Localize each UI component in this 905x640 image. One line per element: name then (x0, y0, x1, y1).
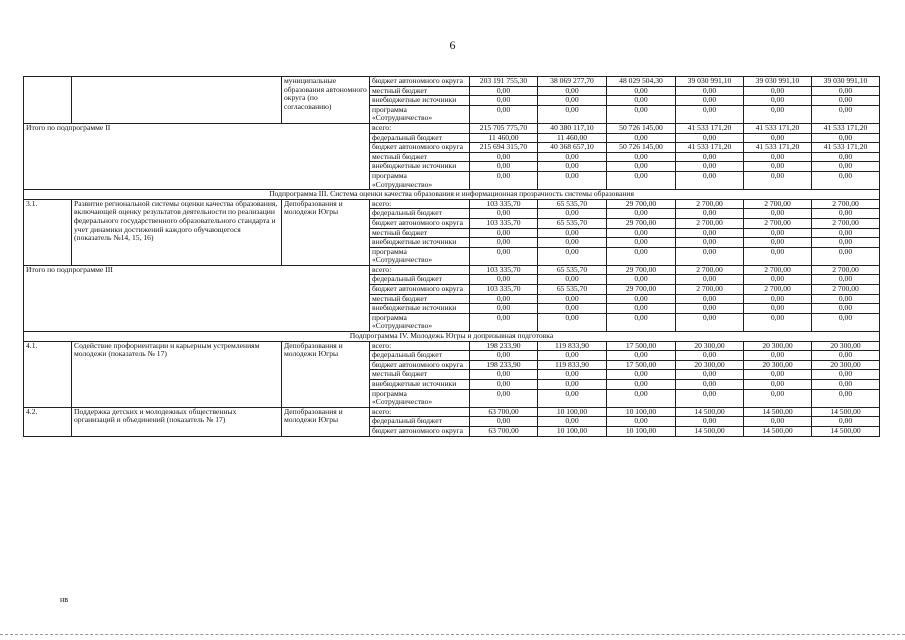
amount-cell: 41 533 171,20 (744, 123, 812, 133)
amount-cell: 0,00 (744, 247, 812, 265)
amount-cell: 0,00 (676, 294, 744, 304)
item-description (72, 77, 282, 124)
amount-cell: 39 030 991,10 (812, 77, 880, 87)
amount-cell: 39 030 991,10 (744, 77, 812, 87)
amount-cell: 0,00 (744, 228, 812, 238)
subprogram-heading: Подпрограмма IV. Молодежь Югры и допризывная подготовка (24, 332, 880, 342)
amount-cell: 0,00 (607, 209, 676, 219)
amount-cell: 0,00 (607, 96, 676, 106)
amount-cell: 0,00 (607, 380, 676, 390)
amount-cell: 0,00 (607, 313, 676, 331)
funding-source: всего: (370, 199, 470, 209)
amount-cell: 50 726 145,00 (607, 123, 676, 133)
amount-cell: 0,00 (676, 238, 744, 248)
amount-cell: 0,00 (538, 380, 607, 390)
amount-cell: 0,00 (607, 294, 676, 304)
amount-cell: 10 100,00 (607, 407, 676, 417)
amount-cell: 0,00 (607, 370, 676, 380)
amount-cell: 0,00 (744, 304, 812, 314)
amount-cell: 0,00 (470, 313, 538, 331)
amount-cell: 0,00 (744, 389, 812, 407)
amount-cell: 41 533 171,20 (676, 143, 744, 153)
amount-cell: 0,00 (676, 417, 744, 427)
amount-cell: 48 029 504,30 (607, 77, 676, 87)
amount-cell: 0,00 (470, 304, 538, 314)
subprogram-heading-row (24, 190, 880, 200)
amount-cell: 0,00 (744, 351, 812, 361)
amount-cell: 65 535,70 (538, 218, 607, 228)
amount-cell: 0,00 (470, 105, 538, 123)
amount-cell: 0,00 (538, 294, 607, 304)
funding-source: федеральный бюджет (370, 275, 470, 285)
amount-cell: 2 700,00 (812, 285, 880, 295)
amount-cell: 0,00 (676, 86, 744, 96)
amount-cell: 0,00 (538, 228, 607, 238)
amount-cell: 119 833,90 (538, 341, 607, 351)
amount-cell: 0,00 (744, 313, 812, 331)
table-row (24, 407, 880, 417)
amount-cell: 0,00 (744, 133, 812, 143)
amount-cell: 29 700,00 (607, 265, 676, 275)
amount-cell: 0,00 (812, 247, 880, 265)
amount-cell: 2 700,00 (744, 218, 812, 228)
amount-cell: 0,00 (538, 247, 607, 265)
funding-source: всего: (370, 407, 470, 417)
amount-cell: 0,00 (812, 294, 880, 304)
amount-cell: 0,00 (470, 380, 538, 390)
amount-cell: 20 300,00 (812, 341, 880, 351)
subprogram-heading-row (24, 332, 880, 342)
amount-cell: 0,00 (538, 304, 607, 314)
amount-cell: 11 460,00 (538, 133, 607, 143)
amount-cell: 0,00 (470, 294, 538, 304)
amount-cell: 0,00 (470, 275, 538, 285)
amount-cell: 17 500,00 (607, 341, 676, 351)
amount-cell: 0,00 (538, 96, 607, 106)
amount-cell: 0,00 (676, 105, 744, 123)
amount-cell: 0,00 (470, 351, 538, 361)
funding-source: программа «Сотрудничество» (370, 313, 470, 331)
amount-cell: 0,00 (744, 370, 812, 380)
amount-cell: 0,00 (812, 171, 880, 189)
funding-source: программа «Сотрудничество» (370, 247, 470, 265)
amount-cell: 0,00 (676, 389, 744, 407)
amount-cell: 0,00 (744, 105, 812, 123)
amount-cell: 0,00 (607, 351, 676, 361)
page-number: 6 (449, 38, 456, 52)
funding-source: внебюджетные источники (370, 304, 470, 314)
item-description: Поддержка детских и молодежных общественных организаций и объединений (показатель № 17) (72, 407, 282, 436)
amount-cell: 0,00 (744, 209, 812, 219)
funding-source: федеральный бюджет (370, 351, 470, 361)
subtotal-label: Итого по подпрограмме III (24, 265, 370, 331)
amount-cell: 0,00 (744, 162, 812, 172)
amount-cell: 20 300,00 (676, 341, 744, 351)
funding-source: всего: (370, 265, 470, 275)
amount-cell: 0,00 (812, 380, 880, 390)
funding-source: всего: (370, 123, 470, 133)
item-number (24, 77, 72, 124)
table-row (24, 341, 880, 351)
amount-cell: 65 535,70 (538, 285, 607, 295)
amount-cell: 0,00 (812, 162, 880, 172)
amount-cell: 0,00 (538, 389, 607, 407)
table-row (24, 199, 880, 209)
amount-cell: 39 030 991,10 (676, 77, 744, 87)
amount-cell: 0,00 (676, 228, 744, 238)
amount-cell: 11 460,00 (470, 133, 538, 143)
amount-cell: 0,00 (470, 152, 538, 162)
amount-cell: 0,00 (607, 152, 676, 162)
item-description: Развитие региональной системы оценки качества образования, включающей оценку результатов деятельности по реализации федерального государственного образовательного стандарта и учет динамики достижений каждого обучающегося (показатель №14, 15, 16) (72, 199, 282, 265)
amount-cell: 0,00 (538, 162, 607, 172)
funding-source: внебюджетные источники (370, 162, 470, 172)
amount-cell: 0,00 (676, 304, 744, 314)
amount-cell: 0,00 (607, 162, 676, 172)
amount-cell: 0,00 (538, 152, 607, 162)
amount-cell: 0,00 (812, 86, 880, 96)
table-row (24, 77, 880, 87)
amount-cell: 0,00 (812, 105, 880, 123)
funding-source: местный бюджет (370, 152, 470, 162)
footer-note: нв (60, 595, 69, 604)
amount-cell: 0,00 (812, 209, 880, 219)
amount-cell: 103 335,70 (470, 199, 538, 209)
subtotal-label: Итого по подпрограмме II (24, 123, 370, 189)
amount-cell: 0,00 (744, 380, 812, 390)
funding-source: бюджет автономного округа (370, 360, 470, 370)
amount-cell: 0,00 (676, 313, 744, 331)
amount-cell: 29 700,00 (607, 218, 676, 228)
amount-cell: 0,00 (676, 247, 744, 265)
amount-cell: 0,00 (676, 162, 744, 172)
amount-cell: 215 694 315,70 (470, 143, 538, 153)
amount-cell: 0,00 (676, 275, 744, 285)
amount-cell: 0,00 (812, 304, 880, 314)
amount-cell: 0,00 (470, 96, 538, 106)
amount-cell: 0,00 (470, 171, 538, 189)
funding-source: бюджет автономного округа (370, 77, 470, 87)
amount-cell: 41 533 171,20 (812, 143, 880, 153)
amount-cell: 14 500,00 (676, 426, 744, 436)
amount-cell: 20 300,00 (676, 360, 744, 370)
amount-cell: 2 700,00 (676, 199, 744, 209)
funding-source: бюджет автономного округа (370, 285, 470, 295)
amount-cell: 0,00 (607, 171, 676, 189)
amount-cell: 0,00 (744, 96, 812, 106)
page-edge-line (0, 634, 905, 635)
amount-cell: 0,00 (607, 247, 676, 265)
amount-cell: 0,00 (538, 209, 607, 219)
amount-cell: 0,00 (744, 238, 812, 248)
amount-cell: 0,00 (744, 86, 812, 96)
amount-cell: 41 533 171,20 (676, 123, 744, 133)
amount-cell: 0,00 (607, 304, 676, 314)
amount-cell: 0,00 (607, 228, 676, 238)
funding-source: программа «Сотрудничество» (370, 105, 470, 123)
amount-cell: 0,00 (812, 370, 880, 380)
amount-cell: 119 833,90 (538, 360, 607, 370)
amount-cell: 0,00 (744, 417, 812, 427)
funding-source: бюджет автономного округа (370, 218, 470, 228)
amount-cell: 0,00 (676, 209, 744, 219)
amount-cell: 0,00 (470, 389, 538, 407)
item-description: Содействие профориентации и карьерным устремлениям молодежи (показатель № 17) (72, 341, 282, 407)
budget-table (23, 76, 880, 437)
amount-cell: 14 500,00 (744, 426, 812, 436)
amount-cell: 29 700,00 (607, 199, 676, 209)
amount-cell: 0,00 (470, 86, 538, 96)
amount-cell: 10 100,00 (538, 426, 607, 436)
funding-source: бюджет автономного округа (370, 426, 470, 436)
table-row (24, 265, 880, 275)
amount-cell: 198 233,90 (470, 341, 538, 351)
funding-source: федеральный бюджет (370, 417, 470, 427)
funding-source: федеральный бюджет (370, 209, 470, 219)
amount-cell: 0,00 (470, 238, 538, 248)
amount-cell: 0,00 (812, 96, 880, 106)
amount-cell: 20 300,00 (744, 360, 812, 370)
funding-source: местный бюджет (370, 294, 470, 304)
amount-cell: 0,00 (538, 313, 607, 331)
amount-cell: 0,00 (744, 294, 812, 304)
amount-cell: 2 700,00 (676, 265, 744, 275)
amount-cell: 0,00 (538, 370, 607, 380)
amount-cell: 215 705 775,70 (470, 123, 538, 133)
amount-cell: 2 700,00 (812, 265, 880, 275)
amount-cell: 0,00 (607, 86, 676, 96)
amount-cell: 0,00 (470, 209, 538, 219)
amount-cell: 17 500,00 (607, 360, 676, 370)
funding-source: программа «Сотрудничество» (370, 389, 470, 407)
funding-source: программа «Сотрудничество» (370, 171, 470, 189)
amount-cell: 0,00 (812, 152, 880, 162)
amount-cell: 0,00 (607, 105, 676, 123)
amount-cell: 63 700,00 (470, 426, 538, 436)
funding-source: внебюджетные источники (370, 380, 470, 390)
item-executor: муниципальные образования автономного округа (по согласованию) (282, 77, 370, 124)
amount-cell: 0,00 (470, 370, 538, 380)
amount-cell: 103 335,70 (470, 285, 538, 295)
amount-cell: 40 380 117,10 (538, 123, 607, 133)
amount-cell: 14 500,00 (812, 407, 880, 417)
amount-cell: 0,00 (538, 275, 607, 285)
amount-cell: 2 700,00 (744, 285, 812, 295)
amount-cell: 14 500,00 (744, 407, 812, 417)
amount-cell: 103 335,70 (470, 218, 538, 228)
amount-cell: 0,00 (812, 351, 880, 361)
table-row (24, 123, 880, 133)
amount-cell: 20 300,00 (744, 341, 812, 351)
amount-cell: 38 069 277,70 (538, 77, 607, 87)
amount-cell: 0,00 (607, 417, 676, 427)
funding-source: федеральный бюджет (370, 133, 470, 143)
funding-source: местный бюджет (370, 228, 470, 238)
funding-source: местный бюджет (370, 86, 470, 96)
amount-cell: 2 700,00 (676, 218, 744, 228)
amount-cell: 0,00 (812, 417, 880, 427)
amount-cell: 14 500,00 (676, 407, 744, 417)
amount-cell: 2 700,00 (812, 199, 880, 209)
amount-cell: 0,00 (607, 238, 676, 248)
funding-source: внебюджетные источники (370, 238, 470, 248)
amount-cell: 2 700,00 (676, 285, 744, 295)
amount-cell: 2 700,00 (744, 265, 812, 275)
amount-cell: 50 726 145,00 (607, 143, 676, 153)
amount-cell: 0,00 (676, 370, 744, 380)
amount-cell: 65 535,70 (538, 265, 607, 275)
amount-cell: 0,00 (538, 86, 607, 96)
amount-cell: 0,00 (607, 133, 676, 143)
amount-cell: 0,00 (676, 380, 744, 390)
amount-cell: 0,00 (538, 171, 607, 189)
amount-cell: 0,00 (676, 96, 744, 106)
amount-cell: 41 533 171,20 (812, 123, 880, 133)
item-number: 3.1. (24, 199, 72, 265)
amount-cell: 0,00 (676, 133, 744, 143)
amount-cell: 0,00 (676, 171, 744, 189)
amount-cell: 29 700,00 (607, 285, 676, 295)
amount-cell: 0,00 (744, 275, 812, 285)
amount-cell: 0,00 (744, 152, 812, 162)
amount-cell: 0,00 (470, 417, 538, 427)
amount-cell: 0,00 (812, 133, 880, 143)
item-number: 4.1. (24, 341, 72, 407)
amount-cell: 2 700,00 (812, 218, 880, 228)
amount-cell: 63 700,00 (470, 407, 538, 417)
amount-cell: 0,00 (538, 351, 607, 361)
amount-cell: 0,00 (744, 171, 812, 189)
item-number: 4.2. (24, 407, 72, 436)
amount-cell: 0,00 (538, 105, 607, 123)
amount-cell: 40 368 657,10 (538, 143, 607, 153)
amount-cell: 0,00 (812, 228, 880, 238)
amount-cell: 0,00 (812, 238, 880, 248)
amount-cell: 0,00 (607, 389, 676, 407)
amount-cell: 198 233,90 (470, 360, 538, 370)
amount-cell: 10 100,00 (607, 426, 676, 436)
amount-cell: 0,00 (538, 238, 607, 248)
amount-cell: 2 700,00 (744, 199, 812, 209)
amount-cell: 20 300,00 (812, 360, 880, 370)
amount-cell: 0,00 (676, 152, 744, 162)
funding-source: бюджет автономного округа (370, 143, 470, 153)
amount-cell: 0,00 (812, 313, 880, 331)
amount-cell: 103 335,70 (470, 265, 538, 275)
amount-cell: 0,00 (676, 351, 744, 361)
item-executor: Депобразования и молодежи Югры (282, 407, 370, 436)
amount-cell: 0,00 (607, 275, 676, 285)
amount-cell: 0,00 (812, 389, 880, 407)
funding-source: внебюджетные источники (370, 96, 470, 106)
amount-cell: 203 191 755,30 (470, 77, 538, 87)
amount-cell: 14 500,00 (812, 426, 880, 436)
amount-cell: 0,00 (470, 162, 538, 172)
amount-cell: 0,00 (470, 247, 538, 265)
amount-cell: 10 100,00 (538, 407, 607, 417)
item-executor: Депобразования и молодежи Югры (282, 199, 370, 265)
amount-cell: 65 535,70 (538, 199, 607, 209)
amount-cell: 0,00 (470, 228, 538, 238)
funding-source: местный бюджет (370, 370, 470, 380)
item-executor: Депобразования и молодежи Югры (282, 341, 370, 407)
funding-source: всего: (370, 341, 470, 351)
subprogram-heading: Подпрограмма III. Система оценки качества образования и информационная прозрачность системы образования (24, 190, 880, 200)
amount-cell: 0,00 (812, 275, 880, 285)
amount-cell: 0,00 (538, 417, 607, 427)
amount-cell: 41 533 171,20 (744, 143, 812, 153)
